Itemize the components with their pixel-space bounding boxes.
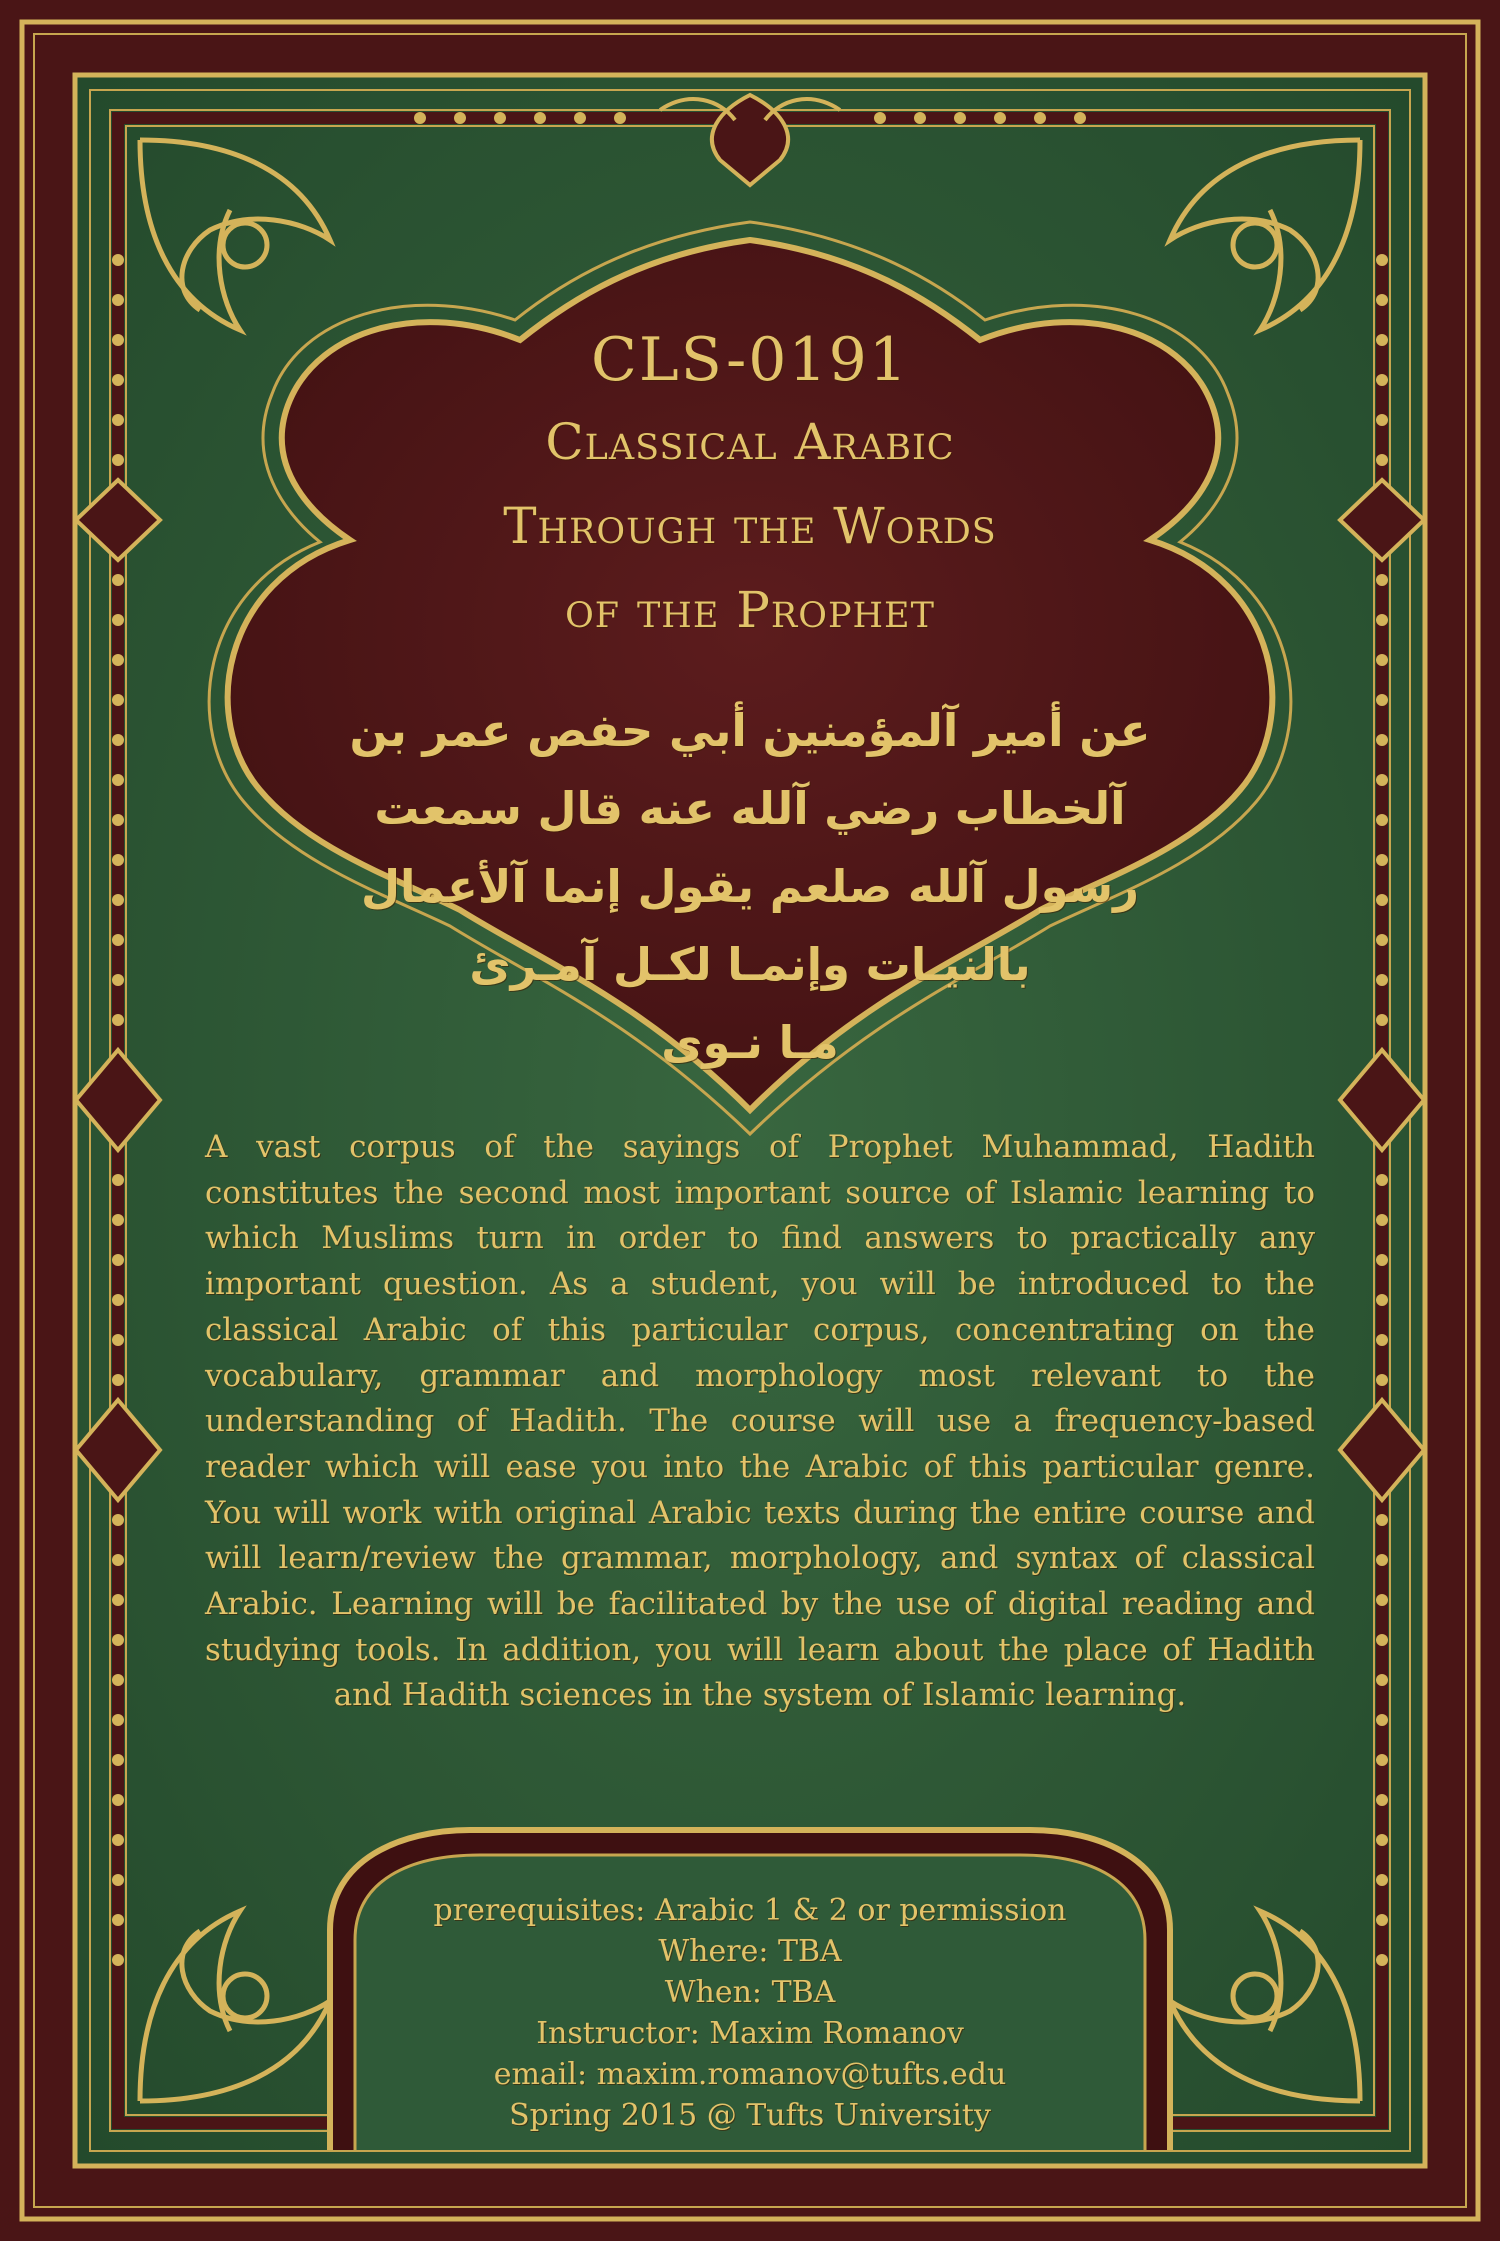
- course-code: CLS-0191: [590, 325, 910, 395]
- prerequisites: prerequisites: Arabic 1 & 2 or permission: [433, 1893, 1067, 1928]
- course-title-line-2: Through the Words: [503, 497, 997, 555]
- instructor: Instructor: Maxim Romanov: [536, 2016, 964, 2051]
- arabic-line-3: رسول آلله صلعم يقول إنما آلأعمال: [361, 860, 1139, 913]
- arabic-line-4: بالنيـات وإنمـا لكـل آمـرئ: [469, 938, 1031, 991]
- email: email: maxim.romanov@tufts.edu: [493, 2057, 1007, 2092]
- arabic-line-1: عن أمير آلمؤمنين أبي حفص عمر بن: [349, 704, 1151, 757]
- schedule: When: TBA: [664, 1975, 836, 2010]
- title-block: [250, 320, 1250, 652]
- course-title-line-1: Classical Arabic: [545, 413, 955, 471]
- arabic-line-5: مـا نـوى: [661, 1016, 839, 1069]
- course-info: [350, 1890, 1150, 2136]
- term: Spring 2015 @ Tufts University: [509, 2098, 991, 2133]
- arabic-line-2: آلخطاب رضي آلله عنه قال سمعت: [374, 782, 1126, 835]
- location: Where: TBA: [658, 1934, 842, 1969]
- arabic-hadith-quote: [320, 692, 1180, 1082]
- course-description: A vast corpus of the sayings of Prophet Muhammad, Hadith constitutes the second most important source of Islamic learning to which Muslims turn in order to find answers to practically any important question. As a student, you will be introduced to the classical Arabic of this particular corpus, concentrating on the vocabulary, grammar and morphology most relevant to the understanding of Hadith. The course will use a frequency-based reader which will ease you into the Arabic of this particular genre. You will work with original Arabic texts during the entire course and will learn/review the grammar, morphology, and syntax of classical Arabic. Learning will be facilitated by the use of digital reading and studying tools. In addition, you will learn about the place of Hadith and Hadith sciences in the system of Islamic learning.: [205, 1129, 1315, 1714]
- course-title-line-3: of the Prophet: [565, 581, 935, 639]
